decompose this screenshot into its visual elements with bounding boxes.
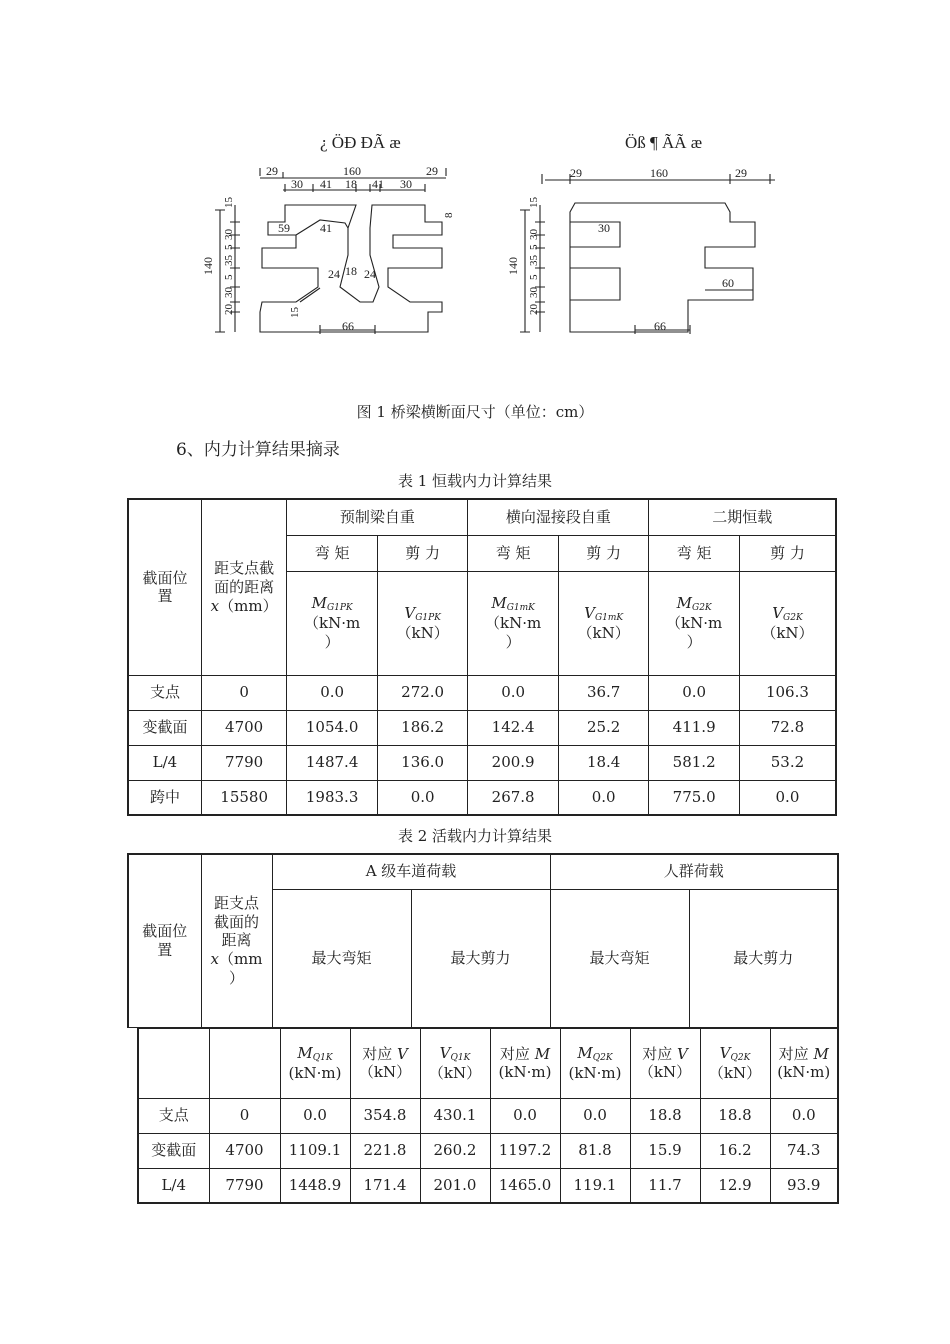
t2-cell: 18.8 (630, 1098, 700, 1133)
t1-sub-6: 剪 力 (739, 535, 836, 571)
t1-sym-6-sub: G2K (783, 612, 803, 623)
t2-cell: 0.0 (280, 1098, 350, 1133)
dim-left-30b: 30 (223, 287, 235, 298)
table1-title: 表 1 恒载内力计算结果 (397, 472, 553, 490)
t2-cell: 16.2 (700, 1133, 770, 1168)
t1-sym-3 (468, 571, 559, 675)
table-row (128, 710, 836, 745)
t2-dist-l2: 截面的 (213, 912, 259, 931)
t1-sym-2 (377, 571, 468, 675)
dim-bulb-right: 24 (364, 267, 376, 281)
dim-top-right: 29 (426, 164, 438, 178)
t2-cell: 变截面 (138, 1133, 209, 1168)
t1-cell: 7790 (201, 745, 286, 780)
t1-sym-4-unit: （kN） (577, 623, 630, 642)
table1 (127, 498, 837, 816)
t2-sym-3-sub: Q1K (450, 1052, 471, 1063)
dim-left-overall: 140 (201, 257, 215, 275)
t2-cell: L/4 (138, 1168, 209, 1203)
dim-left-5a: 5 (223, 244, 235, 250)
t2-cell: 1448.9 (280, 1168, 350, 1203)
dim-top-left: 29 (266, 164, 278, 178)
table2-header (127, 853, 839, 1028)
t2-cell: 4700 (209, 1133, 280, 1168)
t1-sub-3: 弯 矩 (468, 535, 559, 571)
table-row (138, 1168, 838, 1203)
t2-sym-7 (700, 1028, 770, 1098)
t2-cell: 1197.2 (490, 1133, 560, 1168)
t1-cell: 36.7 (558, 675, 649, 710)
t2-cell: 260.2 (420, 1133, 490, 1168)
t2-dist-unit-b: ） (228, 968, 244, 987)
t1-sym-1 (287, 571, 378, 675)
t2-sub-4: 最大剪力 (689, 889, 838, 1027)
dim-right-35: 35 (528, 255, 540, 266)
dim-right-30: 30 (598, 221, 610, 235)
t1-cell: 775.0 (649, 780, 740, 815)
dim-sub-3: 18 (345, 177, 357, 191)
t1-cell: 0.0 (649, 675, 740, 710)
t2-sym-8-main: M (813, 1044, 829, 1063)
t1-cell: 0.0 (377, 780, 468, 815)
t1-cell: 0.0 (739, 780, 836, 815)
t2-group-2: 人群荷载 (550, 854, 838, 889)
t1-cell: 跨中 (128, 780, 201, 815)
dim-bottom-15: 15 (289, 307, 301, 318)
t2-dist-l3: 距离 (221, 931, 252, 950)
dim-left-30a: 30 (223, 229, 235, 240)
left-bulb (300, 288, 320, 302)
t2-sym-blank-1 (138, 1028, 209, 1098)
t2-cell: 0.0 (770, 1098, 838, 1133)
dim-right-top-right: 29 (735, 166, 747, 180)
t2-sym-3-main: V (439, 1043, 451, 1062)
t2-sym-1 (280, 1028, 350, 1098)
t2-sym-8-unit: (kN·m) (777, 1063, 831, 1082)
t2-cell: 221.8 (350, 1133, 420, 1168)
dim-bottom-66-right: 66 (654, 319, 666, 333)
t2-cell: 81.8 (560, 1133, 630, 1168)
t2-sym-1-main: M (297, 1043, 313, 1062)
t2-cell: 430.1 (420, 1098, 490, 1133)
t2-sym-7-unit: （kN） (708, 1064, 762, 1082)
t2-sym-1-unit: (kN·m) (288, 1064, 342, 1082)
t2-sym-8 (770, 1028, 838, 1098)
t1-sym-3-unit-b: ） (505, 633, 521, 652)
t2-dist-unit: （mm (219, 950, 263, 969)
t1-cell: 1487.4 (287, 745, 378, 780)
cross-section-figure (180, 120, 780, 360)
t2-sym-5-unit: (kN·m) (568, 1064, 622, 1082)
t2-dist-var: x (210, 950, 219, 969)
t1-col-distance (201, 499, 286, 675)
t1-dist-l2: 面的距离 (214, 577, 275, 596)
t1-group-3: 二期恒载 (649, 499, 836, 535)
t1-body (128, 675, 836, 815)
t1-cell: 18.4 (558, 745, 649, 780)
t1-cell: 15580 (201, 780, 286, 815)
t2-cell: 119.1 (560, 1168, 630, 1203)
table-row (138, 1098, 838, 1133)
t1-sub-1: 弯 矩 (287, 535, 378, 571)
table-row (128, 675, 836, 710)
table2-body (137, 1027, 839, 1204)
t2-col-distance (201, 854, 272, 1027)
t1-cell: 53.2 (739, 745, 836, 780)
section-heading: 6、内力计算结果摘录 (176, 440, 340, 460)
t1-sym-1-sub: G1PK (326, 603, 353, 614)
t1-dist-var: x (210, 596, 220, 615)
t2-sym-4 (490, 1028, 560, 1098)
t1-sub-2: 剪 力 (377, 535, 468, 571)
t2-sym-1-sub: Q1K (312, 1052, 333, 1063)
t1-sym-1-unit: （kN·m (304, 614, 361, 633)
t2-sym-5 (560, 1028, 630, 1098)
t2-cell: 15.9 (630, 1133, 700, 1168)
t1-sym-4-sub: G1mK (594, 612, 624, 623)
t1-sym-1-main: M (311, 594, 327, 613)
t2-cell: 支点 (138, 1098, 209, 1133)
t1-sym-6-unit: （kN） (761, 623, 814, 642)
t1-group-2: 横向湿接段自重 (468, 499, 649, 535)
t1-sym-5-unit: （kN·m (666, 614, 723, 633)
dim-right-overall: 140 (506, 257, 520, 275)
t1-sym-2-main: V (404, 603, 416, 622)
t1-cell: 0 (201, 675, 286, 710)
dim-right-top-mid: 160 (650, 166, 668, 180)
right-flange-left (570, 222, 620, 300)
figure-caption: 图 1 桥梁横断面尺寸（单位：cm） (356, 403, 594, 421)
t2-sym-3 (420, 1028, 490, 1098)
t1-col-section: 截面位置 (128, 499, 201, 675)
t2-sym-2-unit: （kN） (358, 1063, 412, 1082)
table-row (128, 780, 836, 815)
t2-sym-7-main: V (719, 1043, 731, 1062)
t2-sym-5-sub: Q2K (592, 1052, 613, 1063)
t2-cell: 12.9 (700, 1168, 770, 1203)
figure-title-left: ¿ ÖÐ ÐÃ æ (320, 133, 401, 152)
dim-web-left: 59 (278, 221, 290, 235)
t1-cell: 支点 (128, 675, 201, 710)
t1-sym-6 (739, 571, 836, 675)
t2-sym-7-sub: Q2K (730, 1052, 751, 1063)
dim-right-top-left: 29 (570, 166, 582, 180)
t2-cell: 0 (209, 1098, 280, 1133)
dim-right-5a: 5 (528, 244, 540, 250)
t1-cell: 0.0 (468, 675, 559, 710)
t1-cell: 267.8 (468, 780, 559, 815)
t1-sym-5-sub: G2K (692, 603, 712, 614)
t1-sym-4-main: V (584, 603, 595, 622)
t1-cell: 136.0 (377, 745, 468, 780)
t1-cell: 200.9 (468, 745, 559, 780)
t1-cell: 0.0 (558, 780, 649, 815)
table2-title: 表 2 活载内力计算结果 (397, 827, 553, 845)
dim-bulb-left: 24 (328, 267, 340, 281)
t2-col-section: 截面位置 (128, 854, 201, 1027)
dim-left-5b: 5 (223, 274, 235, 280)
dim-sub-4: 41 (372, 177, 384, 191)
dim-left-35: 35 (223, 255, 235, 266)
t1-dist-unit: （mm） (219, 596, 278, 615)
t1-sym-5-unit-b: ） (686, 633, 702, 652)
t2-sym-2-main: V (396, 1044, 408, 1063)
t1-sub-5: 弯 矩 (649, 535, 740, 571)
t2-sym-4-pre: 对应 (499, 1044, 535, 1063)
dim-left-15: 15 (223, 197, 235, 208)
t2-sym-4-main: M (534, 1044, 551, 1063)
t1-sym-3-sub: G1mK (506, 603, 535, 614)
t1-cell: 变截面 (128, 710, 201, 745)
dim-sub-2: 41 (320, 177, 332, 191)
t2-cell: 354.8 (350, 1098, 420, 1133)
t1-sym-2-sub: G1PK (415, 612, 441, 623)
t2-cell: 0.0 (490, 1098, 560, 1133)
t1-cell: 25.2 (558, 710, 649, 745)
t2-cell: 93.9 (770, 1168, 838, 1203)
t2-cell: 18.8 (700, 1098, 770, 1133)
dim-right-15: 15 (528, 197, 540, 208)
t1-sub-4: 剪 力 (558, 535, 649, 571)
t1-sym-4 (558, 571, 649, 675)
t1-cell: 411.9 (649, 710, 740, 745)
dim-right-5b: 5 (528, 274, 540, 280)
t2-body (138, 1098, 838, 1203)
t1-sym-5-main: M (676, 594, 693, 613)
t1-sym-6-main: V (772, 603, 784, 622)
t2-sym-6-main: V (676, 1044, 688, 1063)
t2-sym-2-pre: 对应 (362, 1044, 397, 1063)
t1-group-1: 预制梁自重 (287, 499, 468, 535)
t2-cell: 11.7 (630, 1168, 700, 1203)
t1-cell: 0.0 (287, 675, 378, 710)
t2-cell: 1109.1 (280, 1133, 350, 1168)
t2-sym-blank-2 (209, 1028, 280, 1098)
t1-cell: 186.2 (377, 710, 468, 745)
t1-cell: 72.8 (739, 710, 836, 745)
t2-sym-6-unit: （kN） (638, 1063, 692, 1082)
dim-top-mid: 160 (343, 164, 361, 178)
dim-right-30b: 30 (528, 287, 540, 298)
t2-dist-l1: 距支点 (213, 893, 259, 912)
t2-sym-6 (630, 1028, 700, 1098)
t2-cell: 74.3 (770, 1133, 838, 1168)
dim-slope-8: 8 (443, 212, 455, 218)
t1-cell: 4700 (201, 710, 286, 745)
t2-sym-5-main: M (577, 1043, 593, 1062)
t1-sym-3-unit: （kN·m (485, 614, 542, 633)
t2-cell: 1465.0 (490, 1168, 560, 1203)
t1-cell: 1983.3 (287, 780, 378, 815)
t1-cell: L/4 (128, 745, 201, 780)
t1-sym-3-main: M (491, 594, 507, 613)
t1-sym-1-unit-b: ） (324, 633, 340, 652)
t2-sym-3-unit: （kN） (428, 1064, 482, 1082)
t2-sub-1: 最大弯矩 (272, 889, 411, 1027)
dim-sub-5: 30 (400, 177, 412, 191)
dim-right-60: 60 (722, 276, 734, 290)
dim-bottom-66-left: 66 (342, 319, 354, 333)
t2-sym-8-pre: 对应 (778, 1044, 814, 1063)
dim-sub-1: 30 (291, 177, 303, 191)
t2-sym-4-unit: (kN·m) (498, 1063, 552, 1082)
t2-cell: 0.0 (560, 1098, 630, 1133)
t1-cell: 142.4 (468, 710, 559, 745)
t1-cell: 272.0 (377, 675, 468, 710)
t1-sym-5 (649, 571, 740, 675)
t2-sub-2: 最大剪力 (411, 889, 550, 1027)
t2-cell: 171.4 (350, 1168, 420, 1203)
t2-cell: 201.0 (420, 1168, 490, 1203)
t2-sub-3: 最大弯矩 (550, 889, 689, 1027)
t2-sym-2 (350, 1028, 420, 1098)
t1-cell: 1054.0 (287, 710, 378, 745)
dim-left-20: 20 (223, 304, 235, 315)
table-row (138, 1133, 838, 1168)
t1-dist-l1: 距支点截 (214, 559, 275, 578)
figure-title-right: Öß ¶ ÃÃ æ (625, 133, 703, 152)
dim-right-20: 20 (528, 304, 540, 315)
t1-sym-2-unit: （kN） (396, 623, 449, 642)
dim-web-inner: 41 (320, 221, 332, 235)
t2-cell: 7790 (209, 1168, 280, 1203)
t1-cell: 581.2 (649, 745, 740, 780)
t1-cell: 106.3 (739, 675, 836, 710)
t2-sym-6-pre: 对应 (642, 1044, 677, 1063)
table-row (128, 745, 836, 780)
dim-bulb-mid: 18 (345, 264, 357, 278)
dim-right-30a: 30 (528, 229, 540, 240)
t2-group-1: A 级车道荷载 (272, 854, 550, 889)
